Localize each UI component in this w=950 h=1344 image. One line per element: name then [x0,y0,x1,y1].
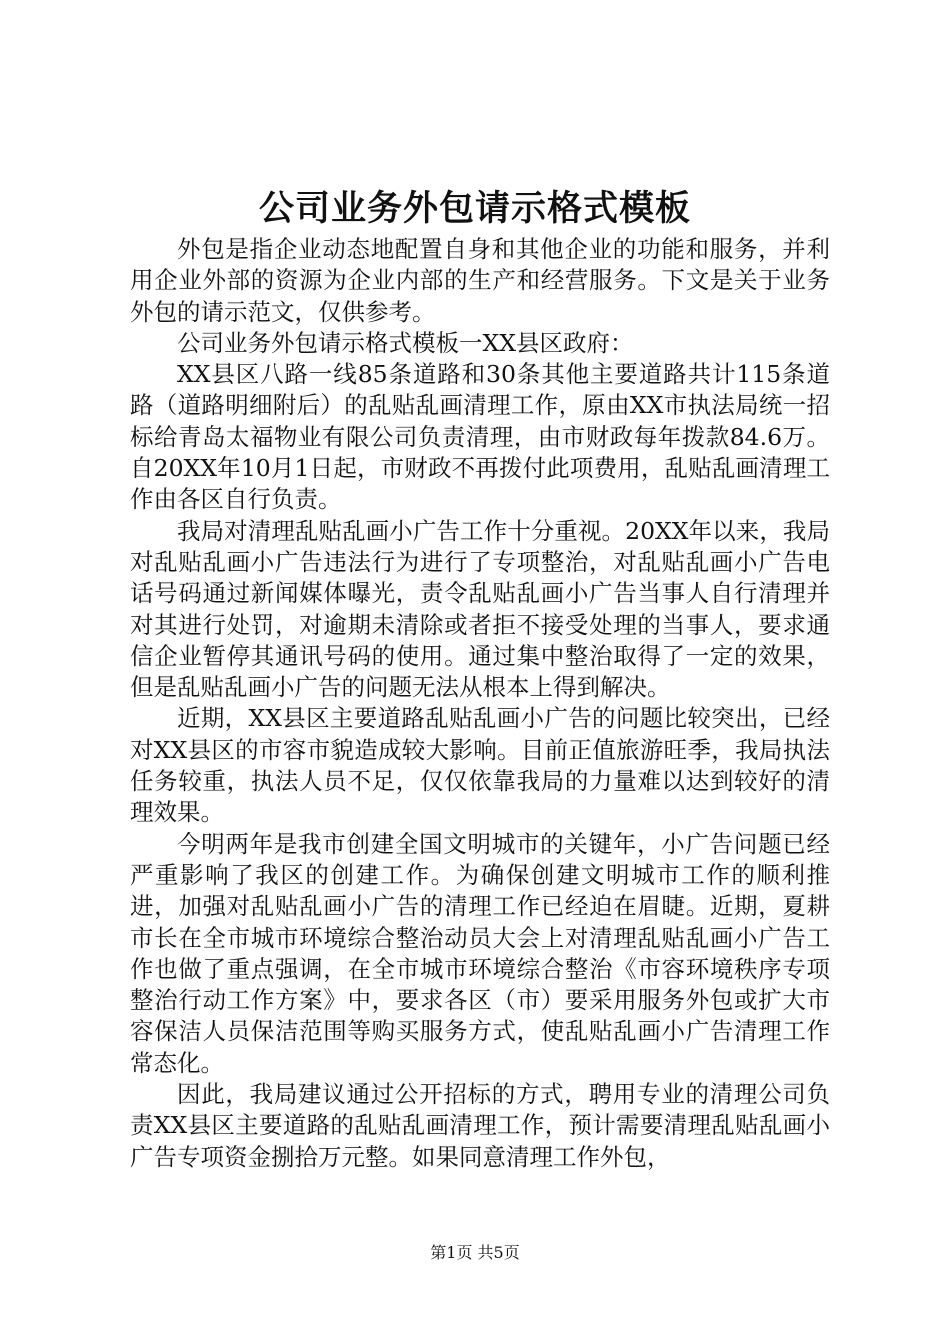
document-title: 公司业务外包请示格式模板 [258,188,691,229]
paragraph: XX县区八路一线85条道路和30条其他主要道路共计115条道路（道路明细附后）的乱贴乱画清理工作，原由XX市执法局统一招标给青岛太福物业有限公司负责清理，由市财政每年拨款84.6万。自20XX年10月1日起，市财政不再拨付此项费用，乱贴乱画清理工作由各区自行负责。 [130,360,830,514]
paragraph: 近期，XX县区主要道路乱贴乱画小广告的问题比较突出，已经对XX县区的市容市貌造成较大影响。目前正值旅游旺季，我局执法任务较重，执法人员不足，仅仅依靠我局的力量难以达到较好的清理效果。 [130,704,830,827]
paragraph: 外包是指企业动态地配置自身和其他企业的功能和服务，并利用企业外部的资源为企业内部的生产和经营服务。下文是关于业务外包的请示范文，仅供参考。 [130,235,830,326]
paragraph: 我局对清理乱贴乱画小广告工作十分重视。20XX年以来，我局对乱贴乱画小广告违法行为进行了专项整治，对乱贴乱画小广告电话号码通过新闻媒体曝光，责令乱贴乱画小广告当事人自行清理并对其进行处罚，对逾期未清除或者拒不接受处理的当事人，要求通信企业暂停其通讯号码的使用。通过集中整治取得了一定的效果，但是乱贴乱画小广告的问题无法从根本上得到解决。 [130,516,830,702]
page-footer: 第1页 共5页 [430,1243,520,1262]
paragraph: 公司业务外包请示格式模板一XX县区政府： [177,328,634,357]
paragraph: 今明两年是我市创建全国文明城市的关键年，小广告问题已经严重影响了我区的创建工作。为确保创建文明城市工作的顺利推进，加强对乱贴乱画小广告的清理工作已经迫在眉睫。近期，夏耕市长在全市城市环境综合整治动员大会上对清理乱贴乱画小广告工作也做了重点强调，在全市城市环境综合整治《市容环境秩序专项整治行动工作方案》中，要求各区（市）要采用服务外包或扩大市容保洁人员保洁范围等购买服务方式，使乱贴乱画小广告清理工作常态化。 [130,829,830,1077]
document-body [130,234,830,1173]
paragraph: 因此，我局建议通过公开招标的方式，聘用专业的清理公司负责XX县区主要道路的乱贴乱画清理工作，预计需要清理乱贴乱画小广告专项资金捌拾万元整。如果同意清理工作外包， [130,1080,830,1171]
